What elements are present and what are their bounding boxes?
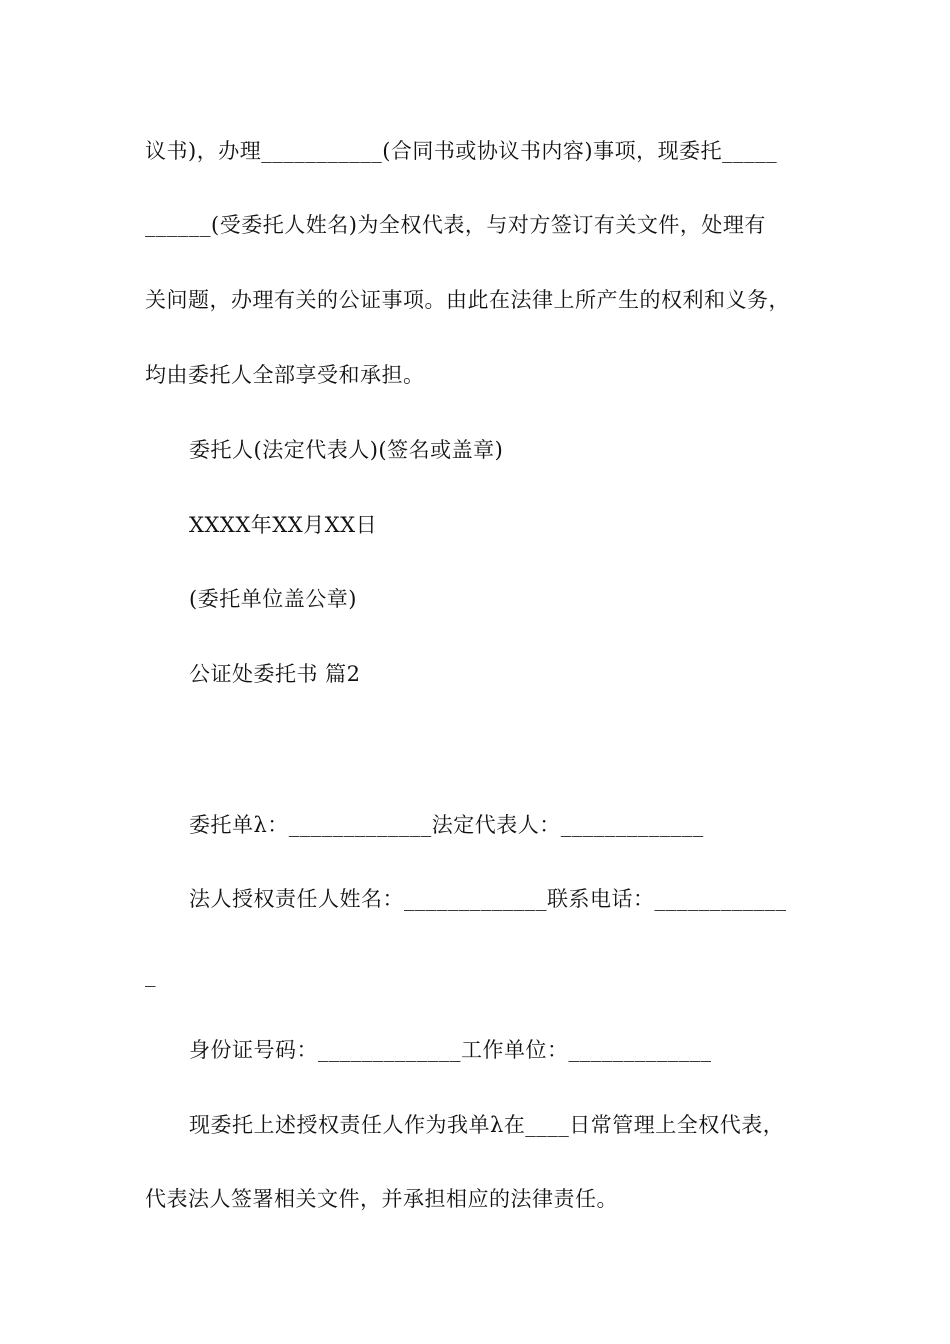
form-line-continuation: _ [145, 963, 156, 987]
signature-line: 委托人(法定代表人)(签名或盖章) [189, 438, 504, 462]
section-heading: 公证处委托书 篇2 [189, 662, 361, 686]
date-line: XXXX年XX月XX日 [189, 513, 378, 537]
form-line-entrusting-unit: 委托单λ：_____________法定代表人：_____________ [189, 813, 704, 837]
form-line-authorized-person: 法人授权责任人姓名：_____________联系电话：____________ [189, 887, 787, 911]
paragraph-line-6: 代表法人签署相关文件，并承担相应的法律责任。 [145, 1187, 618, 1211]
paragraph-line-4: 均由委托人全部享受和承担。 [145, 363, 425, 387]
paragraph-line-1: 议书)，办理___________(合同书或协议书内容)事项，现委托_____ [145, 139, 778, 163]
paragraph-line-3: 关问题，办理有关的公证事项。由此在法律上所产生的权利和义务， [145, 288, 790, 312]
form-line-id-number: 身份证号码：_____________工作单位：_____________ [189, 1038, 712, 1062]
paragraph-line-5: 现委托上述授权责任人作为我单λ在____日常管理上全权代表， [189, 1113, 785, 1137]
seal-line: (委托单位盖公章) [189, 587, 357, 611]
paragraph-line-2: ______(受委托人姓名)为全权代表，与对方签订有关文件，处理有 [145, 213, 766, 237]
